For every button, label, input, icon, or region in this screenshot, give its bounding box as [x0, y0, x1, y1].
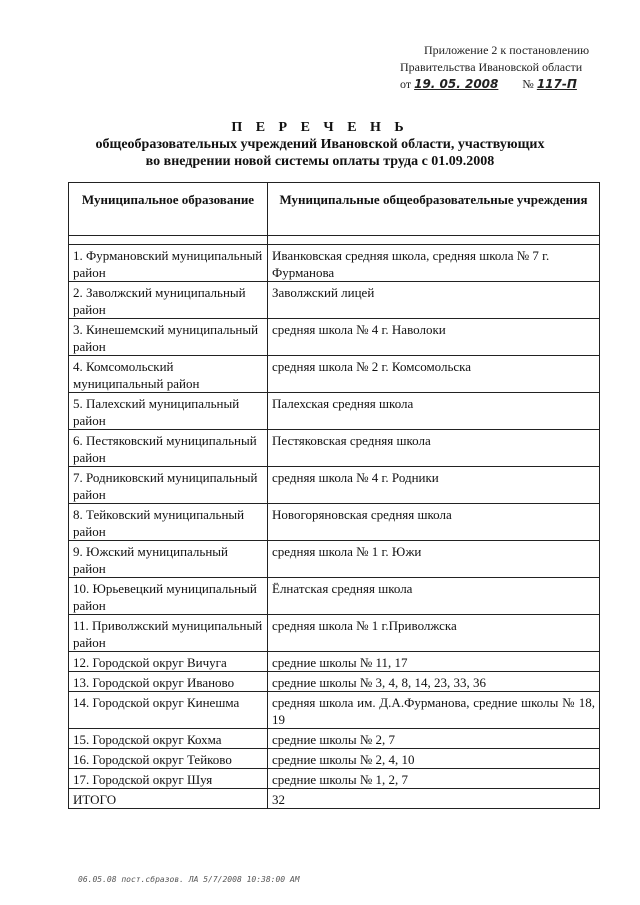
institution-cell: Ёлнатская средняя школа: [268, 578, 600, 615]
table-row: [69, 749, 600, 769]
municipality-cell: 6. Пестяковский муниципальный район: [69, 430, 268, 467]
municipality-cell: 4. Комсомольский муниципальный район: [69, 356, 268, 393]
municipality-cell: 5. Палехский муниципальный район: [69, 393, 268, 430]
annex-line-2: Правительства Ивановской области: [400, 60, 583, 74]
institution-cell: Палехская средняя школа: [268, 393, 600, 430]
municipality-cell: 9. Южский муниципальный район: [69, 541, 268, 578]
table-row: [69, 692, 600, 729]
table-row: [69, 615, 600, 652]
municipality-cell: 16. Городской округ Тейково: [69, 749, 268, 769]
table-row: [69, 672, 600, 692]
table-row: [69, 504, 600, 541]
institution-cell: средняя школа № 1 г. Южи: [268, 541, 600, 578]
table-row: [69, 467, 600, 504]
date-prefix: от: [400, 77, 412, 91]
municipality-cell: 12. Городской округ Вичуга: [69, 652, 268, 672]
table-header-row: [69, 183, 600, 236]
institution-cell: Иванковская средняя школа, средняя школа № 7 г. Фурманова: [268, 245, 600, 282]
institution-cell: Новогоряновская средняя школа: [268, 504, 600, 541]
table-row: [69, 282, 600, 319]
institution-cell: средние школы № 11, 17: [268, 652, 600, 672]
table-row: [69, 245, 600, 282]
municipality-cell: 2. Заволжский муниципальный район: [69, 282, 268, 319]
institution-cell: средняя школа № 1 г.Приволжска: [268, 615, 600, 652]
document-subtitle-line-2: во внедрении новой системы оплаты труда с 01.09.2008: [145, 154, 495, 169]
table-row: [69, 578, 600, 615]
header-institutions: Муниципальные общеобразовательные учреждения: [268, 183, 600, 236]
total-label: ИТОГО: [69, 789, 268, 809]
municipality-cell: 10. Юрьевецкий муниципальный район: [69, 578, 268, 615]
table-row: [69, 652, 600, 672]
annex-header: [400, 42, 630, 93]
municipality-cell: 17. Городской округ Шуя: [69, 769, 268, 789]
document-title: П Е Р Е Ч Е Н Ь: [231, 120, 409, 135]
municipality-cell: 14. Городской округ Кинешма: [69, 692, 268, 729]
municipality-cell: 1. Фурмановский муниципальный район: [69, 245, 268, 282]
title-block: [0, 120, 640, 170]
annex-line-1: Приложение 2 к постановлению: [424, 43, 590, 57]
table-row: [69, 319, 600, 356]
annex-date-row: [400, 76, 630, 93]
institution-cell: средняя школа № 4 г. Родники: [268, 467, 600, 504]
institution-cell: средняя школа им. Д.А.Фурманова, средние школы № 18, 19: [268, 692, 600, 729]
total-row: [69, 789, 600, 809]
handwritten-date: 19. 05. 2008: [414, 77, 499, 91]
total-value: 32: [268, 789, 600, 809]
table-row: [69, 541, 600, 578]
institution-cell: Заволжский лицей: [268, 282, 600, 319]
municipality-cell: 7. Родниковский муниципальный район: [69, 467, 268, 504]
municipality-cell: 11. Приволжский муниципальный район: [69, 615, 268, 652]
table-row: [69, 729, 600, 749]
table-row: [69, 769, 600, 789]
schools-table: [68, 182, 600, 809]
municipality-cell: 8. Тейковский муниципальный район: [69, 504, 268, 541]
header-municipality: Муниципальное образование: [69, 183, 268, 236]
institution-cell: средние школы № 2, 7: [268, 729, 600, 749]
number-prefix: №: [522, 77, 534, 91]
institution-cell: средние школы № 3, 4, 8, 14, 23, 33, 36: [268, 672, 600, 692]
table-row: [69, 430, 600, 467]
municipality-cell: 15. Городской округ Кохма: [69, 729, 268, 749]
institution-cell: средняя школа № 2 г. Комсомольска: [268, 356, 600, 393]
institution-cell: средние школы № 1, 2, 7: [268, 769, 600, 789]
municipality-cell: 13. Городской округ Иваново: [69, 672, 268, 692]
table-row: [69, 393, 600, 430]
table-body: [69, 236, 600, 789]
institution-cell: средняя школа № 4 г. Наволоки: [268, 319, 600, 356]
table-row: [69, 356, 600, 393]
footer-stamp: 06.05.08 пост.сбразов. ЛА 5/7/2008 10:38:00 AM: [78, 875, 300, 884]
institution-cell: Пестяковская средняя школа: [268, 430, 600, 467]
municipality-cell: 3. Кинешемский муниципальный район: [69, 319, 268, 356]
document-subtitle-line-1: общеобразовательных учреждений Ивановской области, участвующих: [95, 137, 545, 152]
institution-cell: средние школы № 2, 4, 10: [268, 749, 600, 769]
handwritten-number: 117-П: [536, 77, 577, 91]
table-spacer-row: [69, 236, 600, 245]
